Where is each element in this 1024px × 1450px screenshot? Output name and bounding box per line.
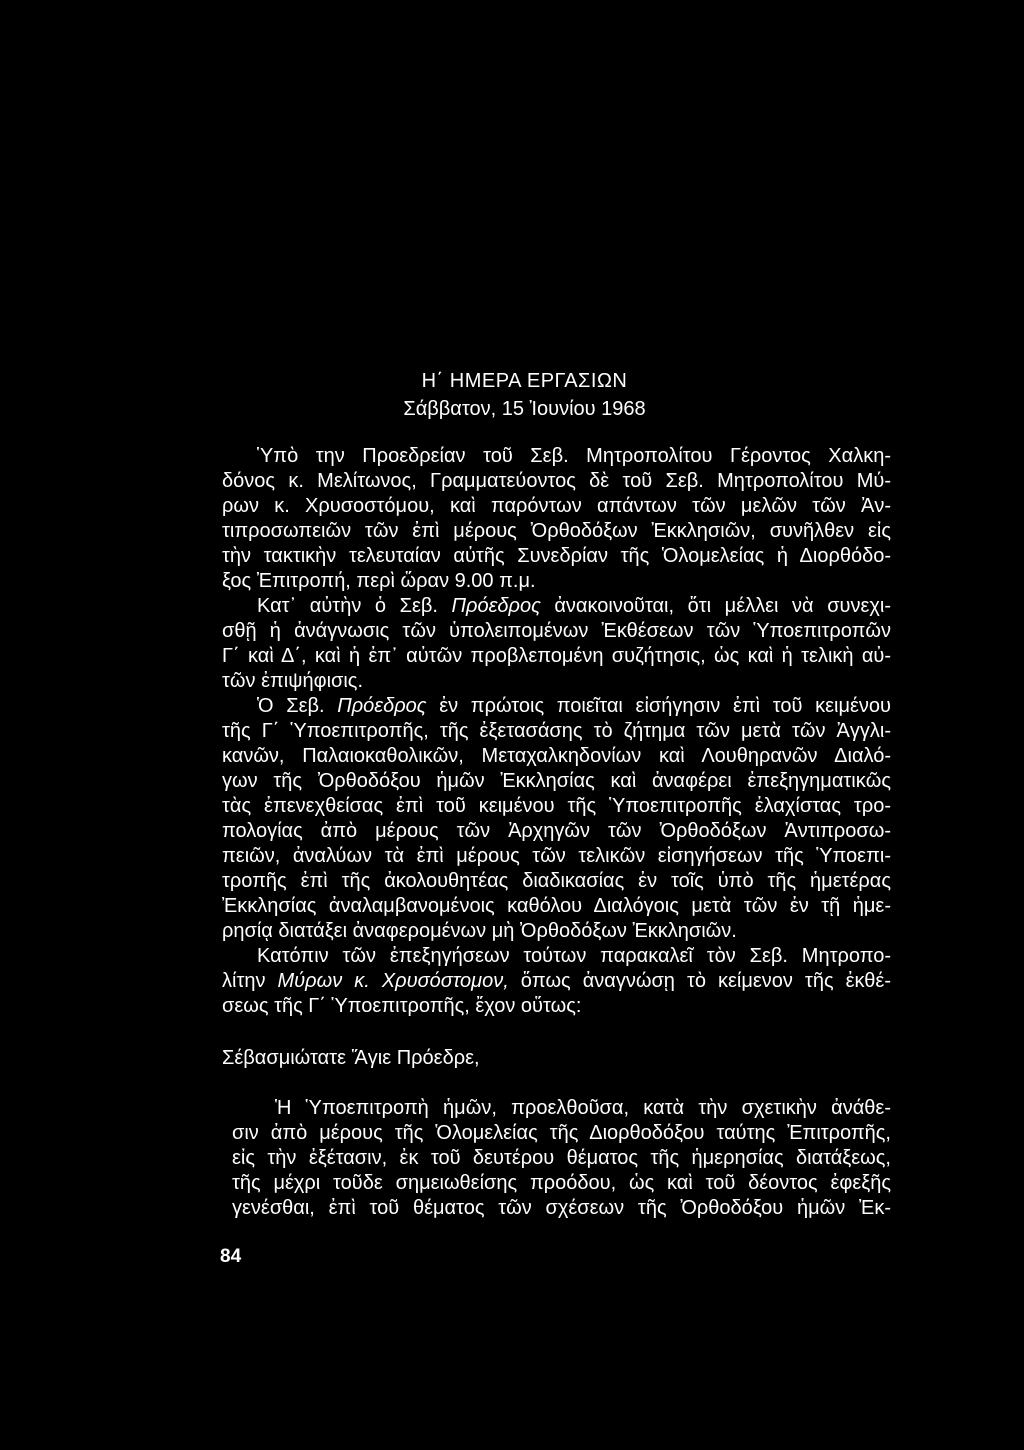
body-line: σεως τῆς Γ΄ Ὑποεπιτροπῆς, ἔχον οὕτως:	[222, 995, 582, 1017]
body-line: Ὑπὸ την Προεδρείαν τοῦ Σεβ. Μητροπολίτου Γέροντος Χαλκη-	[257, 445, 891, 467]
body-line: Ὁ Σεβ. Πρόεδρος ἐν πρώτοις ποιεῖται εἰσήγησιν ἐπὶ τοῦ κειμένου	[257, 695, 891, 717]
salutation: Σέβασμιώτατε Ἅγιε Πρόεδρε,	[222, 1047, 480, 1069]
body-line: Γ΄ καὶ Δ΄, καὶ ἡ ἐπ᾽ αὐτῶν προβλεπομένη συζήτησις, ὡς καὶ ἡ τελικὴ αὐ-	[222, 645, 891, 667]
body-line: πολογίας ἀπὸ μέρους τῶν Ἀρχηγῶν τῶν Ὀρθοδόξων Ἀντιπροσω-	[222, 820, 891, 842]
body-line: γων τῆς Ὀρθοδόξου ἡμῶν Ἐκκλησίας καὶ ἀναφέρει ἐπεξηγηματικῶς	[222, 770, 891, 792]
body-line: εἰς τὴν ἐξέτασιν, ἐκ τοῦ δευτέρου θέματος τῆς ἡμερησίας διατάξεως,	[232, 1147, 891, 1169]
body-line: σιν ἀπὸ μέρους τῆς Ὁλομελείας τῆς Διορθοδόξου ταύτης Ἐπιτροπῆς,	[232, 1122, 891, 1144]
body-line: τιπροσωπειῶν τῶν ἐπὶ μέρους Ὀρθοδόξων Ἐκκλησιῶν, συνῆλθεν εἰς	[222, 520, 891, 542]
body-line: λίτην Μύρων κ. Χρυσόστομον, ὅπως ἀναγνώσῃ τὸ κείμενον τῆς ἐκθέ-	[222, 970, 891, 992]
body-line: Ἡ Ὑποεπιτροπὴ ἡμῶν, προελθοῦσα, κατὰ τὴν σχετικὴν ἀνάθε-	[275, 1097, 891, 1119]
body-line: Κατ᾽ αὐτὴν ὁ Σεβ. Πρόεδρος ἀνακοινοῦται, ὅτι μέλλει νὰ συνεχι-	[257, 595, 891, 617]
session-date: Σάββατον, 15 Ἰουνίου 1968	[403, 398, 646, 420]
body-line: κανῶν, Παλαιοκαθολικῶν, Μεταχαλκηδονίων καὶ Λουθηρανῶν Διαλό-	[222, 745, 891, 767]
body-line: τροπῆς ἐπὶ τῆς ἀκολουθητέας διαδικασίας ἐν τοῖς ὑπὸ τῆς ἡμετέρας	[222, 870, 891, 892]
body-line: ρησίᾳ διατάξει ἀναφερομένων μὴ Ὀρθοδόξων Ἐκκλησιῶν.	[222, 920, 737, 942]
body-line: ρων κ. Χρυσοστόμου, καὶ παρόντων απάντων τῶν μελῶν τῶν Ἀν-	[222, 495, 891, 517]
body-line: ξος Ἐπιτροπή, περὶ ὥραν 9.00 π.μ.	[222, 570, 536, 592]
body-line: Ἐκκλησίας ἀναλαμβανομένοις καθόλου Διαλόγοις μετὰ τῶν ἐν τῇ ἡμε-	[222, 895, 891, 917]
body-line: τὴν τακτικὴν τελευταίαν αὐτῆς Συνεδρίαν τῆς Ὁλομελείας ἡ Διορθόδο-	[222, 545, 891, 567]
body-line: τῆς μέχρι τοῦδε σημειωθείσης προόδου, ὡς καὶ τοῦ δέοντος ἐφεξῆς	[232, 1172, 891, 1194]
day-heading: Η΄ ΗΜΕΡΑ ΕΡΓΑΣΙΩΝ	[421, 370, 628, 392]
body-line: δόνος κ. Μελίτωνος, Γραμματεύοντος δὲ τοῦ Σεβ. Μητροπολίτου Μύ-	[222, 470, 891, 492]
body-line: Κατόπιν τῶν ἐπεξηγήσεων τούτων παρακαλεῖ τὸν Σεβ. Μητροπο-	[257, 945, 891, 967]
page-number: 84	[220, 1246, 242, 1267]
body-line: σθῇ ἡ ἀνάγνωσις τῶν ὑπολειπομένων Ἐκθέσεων τῶν Ὑποεπιτροπῶν	[222, 620, 891, 642]
body-line: πειῶν, ἀναλύων τὰ ἐπὶ μέρους τῶν τελικῶν εἰσηγήσεων τῆς Ὑποεπι-	[222, 845, 891, 867]
body-line: γενέσθαι, ἐπὶ τοῦ θέματος τῶν σχέσεων τῆς Ὀρθοδόξου ἡμῶν Ἐκ-	[232, 1197, 891, 1219]
body-line: τῆς Γ΄ Ὑποεπιτροπῆς, τῆς ἐξετασάσης τὸ ζήτημα τῶν μετὰ τῶν Ἀγγλι-	[222, 720, 891, 742]
body-line: τὰς ἐπενεχθείσας ἐπὶ τοῦ κειμένου τῆς Ὑποεπιτροπῆς ἐλαχίστας τρο-	[222, 795, 891, 817]
body-line: τῶν ἐπιψήφισις.	[222, 670, 364, 692]
